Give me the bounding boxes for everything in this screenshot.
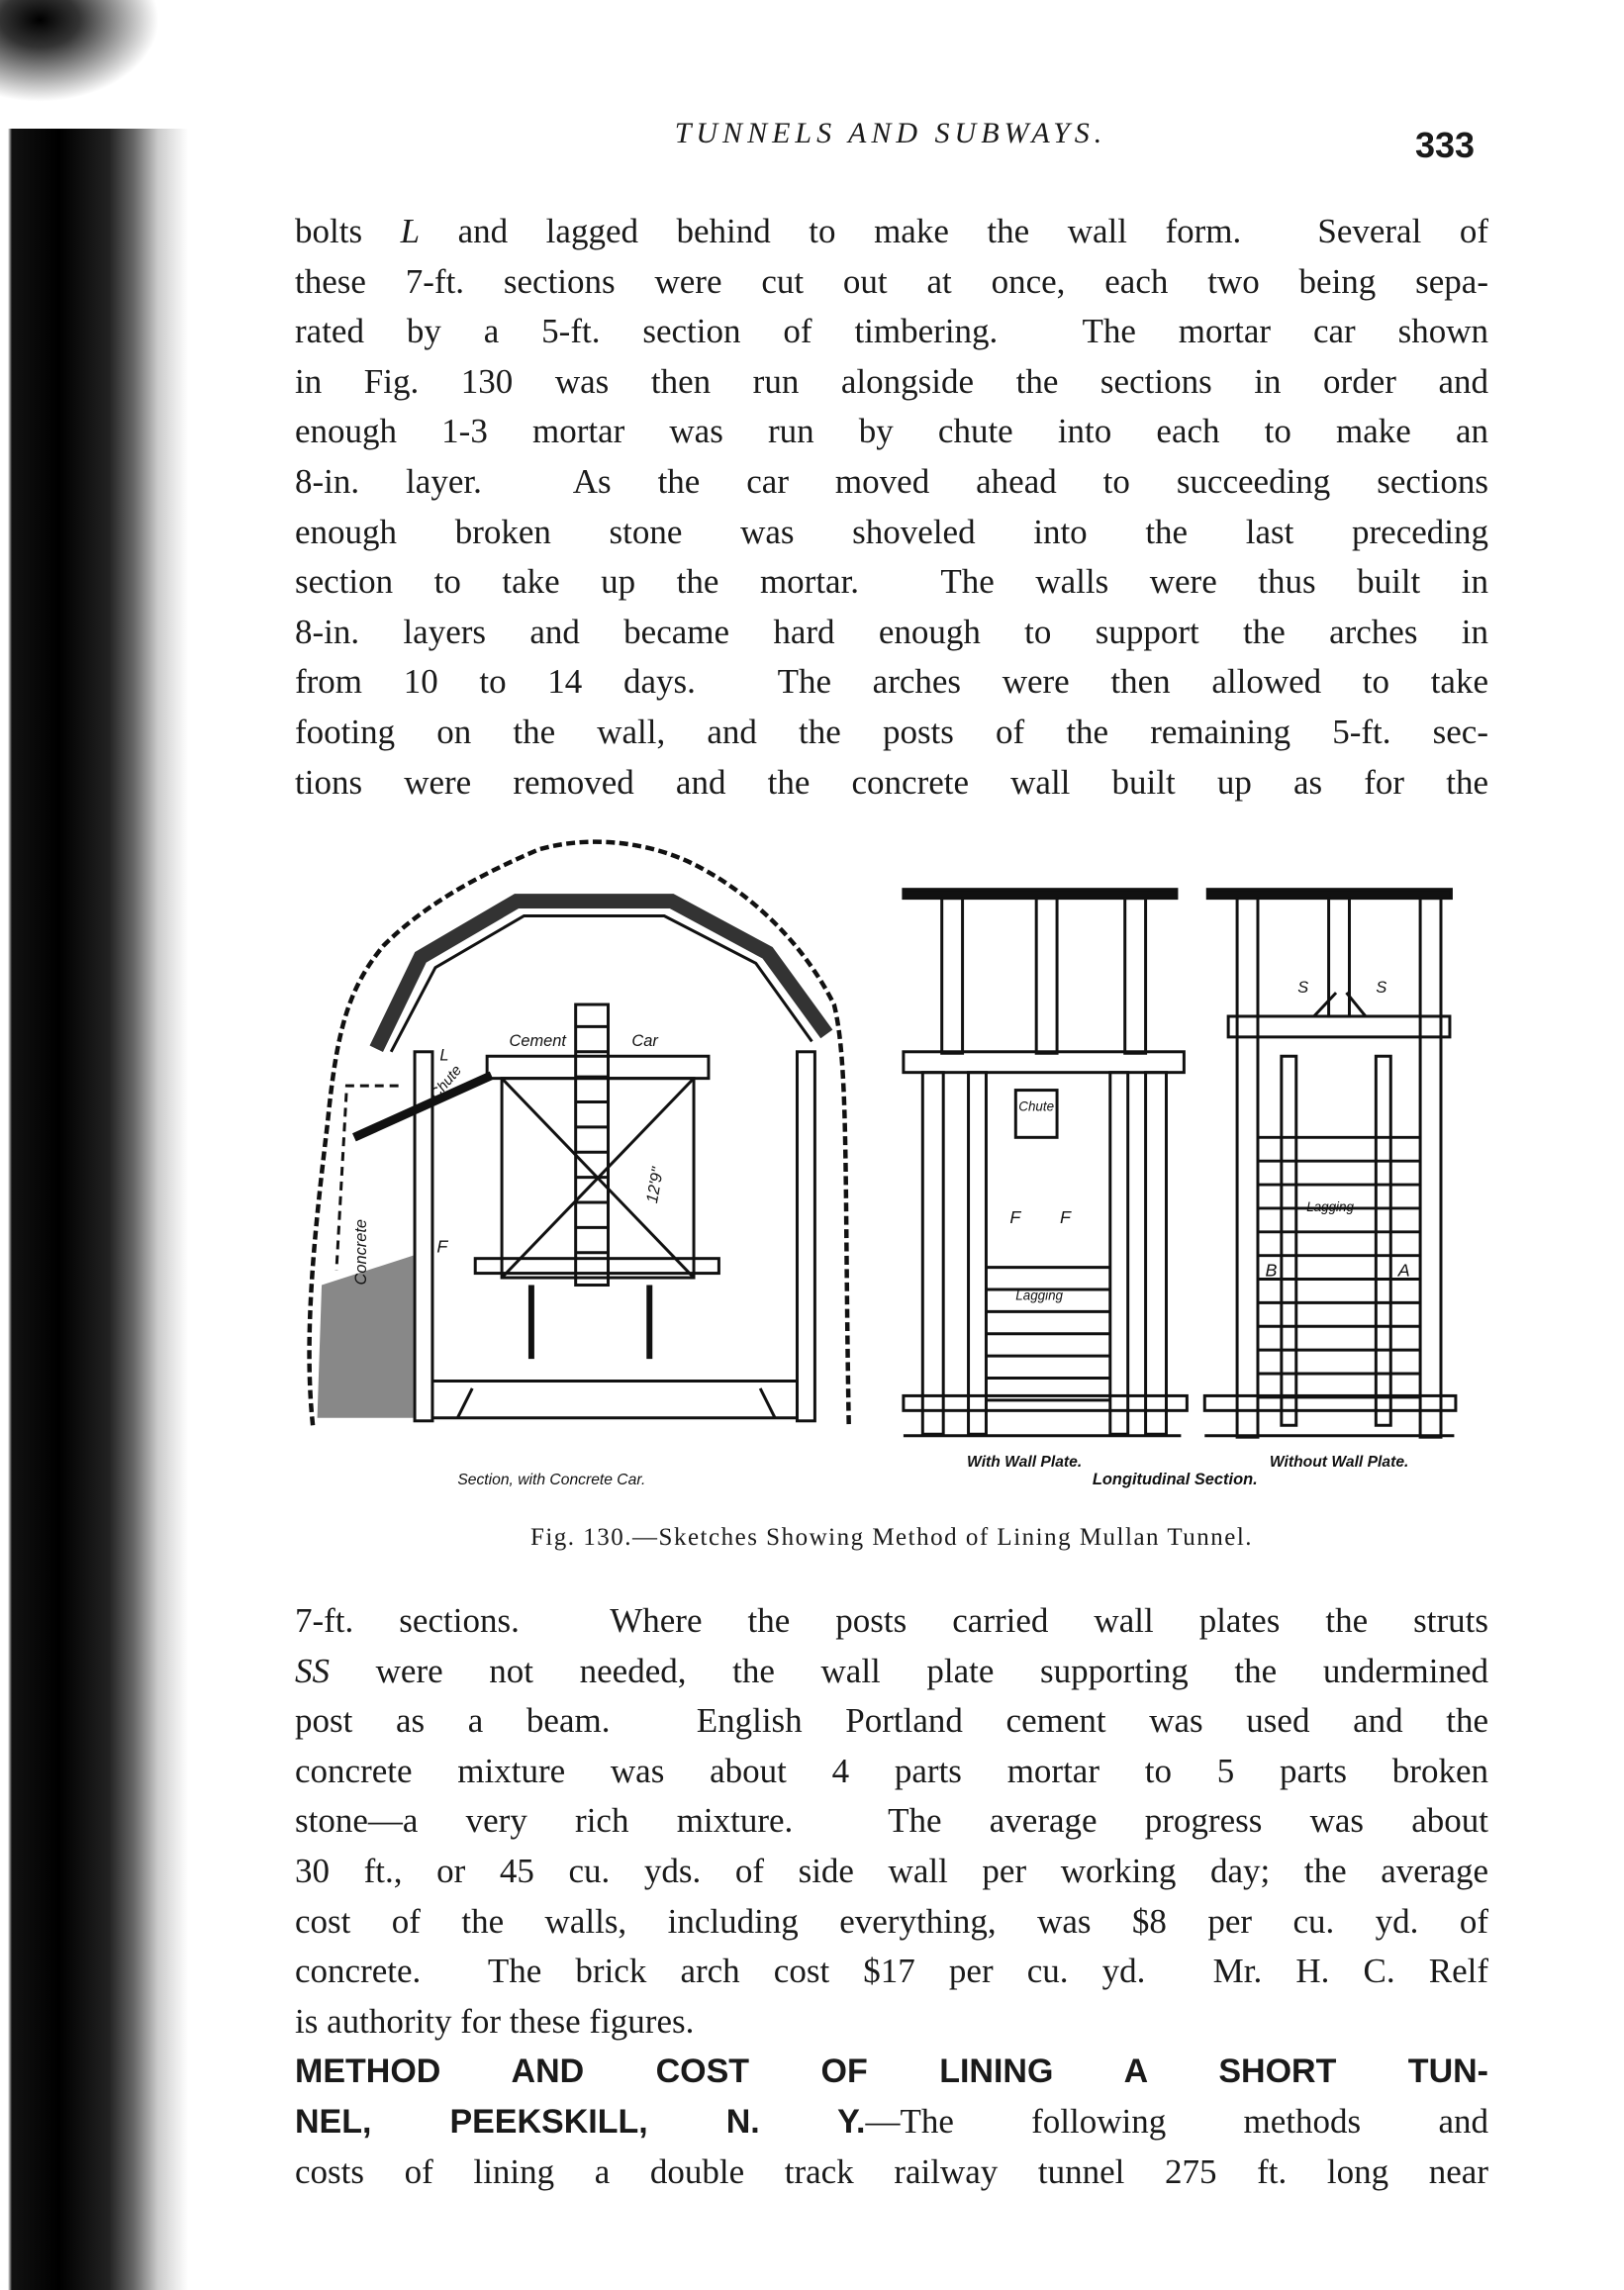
text-line: 8-in. layers and became hard enough to support the arches in — [295, 612, 1488, 651]
text-line: SS were not needed, the wall plate supporting the undermined — [295, 1651, 1488, 1690]
label-lagging-2: Lagging — [1306, 1198, 1354, 1214]
label-chute-2: Chute — [1018, 1098, 1055, 1114]
text-line: enough 1-3 mortar was run by chute into each to make an — [295, 412, 1488, 451]
section-heading-line — [295, 2047, 1488, 2097]
text-line: in Fig. 130 was then run alongside the sections in order and — [295, 361, 1488, 401]
text-line: 30 ft., or 45 cu. yds. of side wall per working day; the average — [295, 1851, 1488, 1890]
text-line: tions were removed and the concrete wall built up as for the — [295, 762, 1488, 802]
figure-130-drawing — [295, 827, 1477, 1566]
label-b: B — [1265, 1260, 1278, 1281]
text-line: rated by a 5-ft. section of timbering. The mortar car shown — [295, 312, 1488, 351]
label-lagging: Lagging — [1015, 1288, 1064, 1303]
label-l: L — [439, 1046, 449, 1065]
text-line: these 7-ft. sections were cut out at once, each two being sepa- — [295, 261, 1488, 301]
section-heading-line: NEL, PEEKSKILL, N. Y.—The following methods and — [295, 2101, 1488, 2141]
text-line: enough broken stone was shoveled into the last preceding — [295, 512, 1488, 551]
text-line: concrete. The brick arch cost $17 per cu. yd. Mr. H. C. Relf — [295, 1952, 1488, 1991]
text-line: bolts L and lagged behind to make the wall form. Several of — [295, 212, 1488, 250]
scanned-binding-edge — [0, 0, 188, 2290]
paragraph-2 — [295, 1596, 1488, 2197]
title-without-wall-plate: Without Wall Plate. — [1269, 1454, 1409, 1472]
paragraph-1 — [295, 207, 1488, 808]
page-number: 333 — [1415, 125, 1476, 165]
longitudinal-with-wall-plate — [904, 890, 1187, 1436]
title-with-wall-plate: With Wall Plate. — [967, 1454, 1083, 1472]
text-line: cost of the walls, including everything, was $8 per cu. yd. of — [295, 1901, 1488, 1941]
text-line: section to take up the mortar. The walls were thus built in — [295, 562, 1488, 602]
title-cross-section: Section, with Concrete Car. — [457, 1471, 646, 1488]
label-f-2: F — [1009, 1206, 1021, 1227]
text-line: 7-ft. sections. Where the posts carried wall plates the struts — [295, 1601, 1488, 1640]
label-car: Car — [631, 1031, 658, 1050]
text-line: 8-in. layer. As the car moved ahead to succeeding sections — [295, 461, 1488, 501]
text-line: costs of lining a double track railway tunnel 275 ft. long near — [295, 2151, 1488, 2191]
label-s: S — [1297, 979, 1309, 998]
title-longitudinal-section: Longitudinal Section. — [1092, 1470, 1258, 1488]
text-line: from 10 to 14 days. The arches were then allowed to take — [295, 662, 1488, 702]
label-a: A — [1397, 1260, 1410, 1281]
label-height: 12'9" — [642, 1166, 667, 1205]
text-line: concrete mixture was about 4 parts mortar to 5 parts broken — [295, 1751, 1488, 1790]
scan-smudge — [0, 0, 198, 129]
label-s-2: S — [1376, 979, 1387, 998]
running-title: TUNNELS AND SUBWAYS. — [674, 117, 1107, 149]
text-line: stone—a very rich mixture. The average progress was about — [295, 1801, 1488, 1841]
section-heading: METHOD AND COST OF LINING A SHORT TUN- — [295, 2052, 1488, 2091]
label-concrete: Concrete — [351, 1218, 370, 1286]
label-f-3: F — [1060, 1206, 1071, 1227]
cross-section-drawing — [310, 842, 849, 1426]
label-cement: Cement — [509, 1031, 566, 1050]
text-line: is authority for these figures. — [295, 2001, 695, 2041]
figure-caption: Fig. 130.—Sketches Showing Method of Lining Mullan Tunnel. — [529, 1524, 1254, 1551]
label-f: F — [436, 1236, 448, 1257]
text-line: post as a beam. English Portland cement was used and the — [295, 1701, 1488, 1741]
text-line: footing on the wall, and the posts of the remaining 5-ft. sec- — [295, 712, 1488, 751]
longitudinal-without-wall-plate — [1204, 890, 1456, 1438]
label-chute: Chute — [427, 1062, 466, 1103]
